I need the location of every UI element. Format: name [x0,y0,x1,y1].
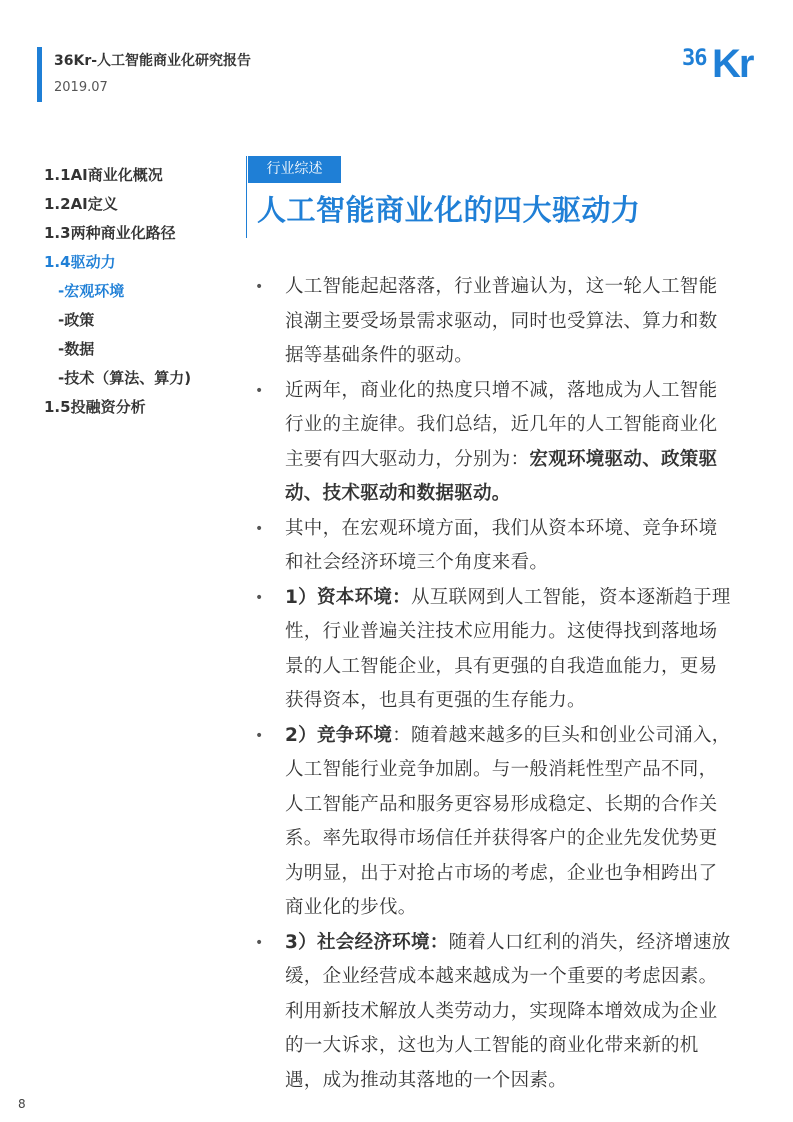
paragraph-text: 其中，在宏观环境方面，我们从资本环境、竞争环境和社会经济环境三个角度来看。 [285,517,718,573]
toc-item-investment-analysis[interactable]: 1.5投融资分析 [44,398,146,416]
toc-item-ai-definition[interactable]: 1.2AI定义 [44,195,118,213]
paragraph-four-drivers [255,374,735,512]
toc-item-ai-overview[interactable]: 1.1AI商业化概况 [44,166,163,184]
toc-item-driving-forces[interactable]: 1.4驱动力 [44,253,116,271]
toc-item-policy[interactable]: -政策 [58,311,95,329]
paragraph-competition-environment [255,719,735,926]
bullet-icon: • [255,727,264,744]
bullet-icon: • [255,589,264,606]
paragraph-capital-environment [255,581,735,719]
section-tag: 行业综述 [248,156,341,183]
table-of-contents [44,164,244,425]
report-date: 2019.07 [54,80,108,95]
toc-item-technology[interactable]: -技术（算法、算力) [58,369,192,387]
bullet-icon: • [255,934,264,951]
report-title: 36Kr-人工智能商业化研究报告 [54,53,252,69]
paragraph-text: 近两年，商业化的热度只增不减，落地成为人工智能行业的主旋律。我们总结，近几年的人工智能商业化主要有四大驱动力，分别为： [285,379,718,470]
section-heading: 人工智能商业化的四大驱动力 [257,193,641,227]
36kr-logo [682,40,766,96]
paragraph-text: 从互联网到人工智能，资本逐渐趋于理性，行业普遍关注技术应用能力。这使得找到落地场景的人工智能企业，具有更强的自我造血能力，更易获得资本，也具有更强的生存能力。 [285,586,731,711]
body-content [255,270,735,1098]
header-accent-bar [37,47,42,102]
paragraph-label: 1）资本环境： [285,586,411,608]
bullet-icon: • [255,382,264,399]
toc-item-commercial-paths[interactable]: 1.3两种商业化路径 [44,224,176,242]
paragraph-text: ：随着越来越多的巨头和创业公司涌入，人工智能行业竞争加剧。与一般消耗性型产品不同，人工智能产品和服务更容易形成稳定、长期的合作关系。率先取得市场信任并获得客户的企业先发优势更为明显，出于对抢占市场的考虑，企业也争相跨出了商业化的步伐。 [285,724,731,918]
paragraph-text: 人工智能起起落落，行业普遍认为，这一轮人工智能浪潮主要受场景需求驱动，同时也受算法、算力和数据等基础条件的驱动。 [285,276,718,366]
toc-item-macro-environment[interactable]: -宏观环境 [58,282,125,300]
page-number: 8 [18,1097,26,1111]
paragraph-label: 2）竞争环境 [285,724,393,746]
logo-prefix: 36 [682,46,707,71]
paragraph-text: 随着人口红利的消失，经济增速放缓，企业经营成本越来越成为一个重要的考虑因素。利用新技术解放人类劳动力，实现降本增效成为企业的一大诉求，这也为人工智能的商业化带来新的机遇，成为推动其落地的一个因素。 [285,931,731,1091]
bullet-icon: • [255,520,264,537]
paragraph-intro [255,270,735,374]
paragraph-emphasis: 宏观环境驱动、政策驱动、技术驱动和数据驱动。 [285,448,718,504]
section-divider [246,156,247,238]
paragraph-label: 3）社会经济环境： [285,931,449,953]
paragraph-macro-angles [255,512,735,581]
toc-item-data[interactable]: -数据 [58,340,95,358]
logo-suffix: Kr [712,42,753,86]
paragraph-socioeconomic-environment [255,926,735,1099]
bullet-icon: • [255,279,264,295]
